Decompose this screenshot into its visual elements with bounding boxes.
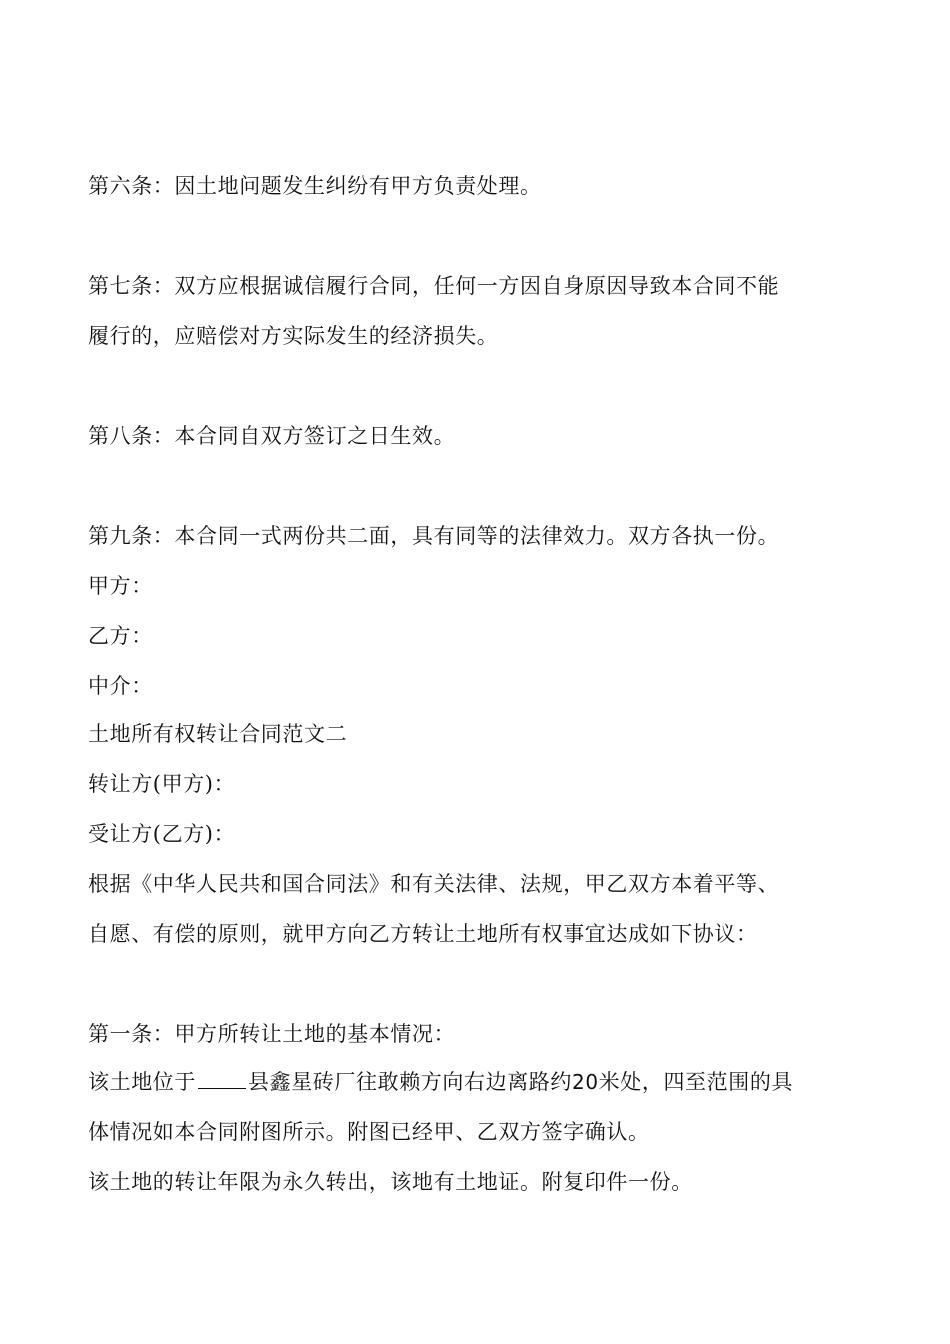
article-9: 第九条：本合同一式两份共二面，具有同等的法律效力。双方各执一份。: [88, 524, 780, 548]
preamble-line-2: 自愿、有偿的原则，就甲方向乙方转让土地所有权事宜达成如下协议：: [88, 922, 758, 946]
county-blank: [198, 1070, 246, 1089]
article-1-title: 第一条：甲方所转让土地的基本情况：: [88, 1022, 456, 1046]
term-line: 该土地的转让年限为永久转出，该地有土地证。附复印件一份。: [88, 1170, 693, 1194]
sample-2-title: 土地所有权转让合同范文二: [88, 722, 348, 746]
article-8: 第八条：本合同自双方签订之日生效。: [88, 424, 456, 448]
agent-label: 中介：: [88, 674, 153, 698]
article-7-line-2: 履行的，应赔偿对方实际发生的经济损失。: [88, 324, 499, 348]
location-distance: 20: [572, 1070, 599, 1094]
article-7-line-1: 第七条：双方应根据诚信履行合同，任何一方因自身原因导致本合同不能: [88, 274, 780, 298]
transferor-label: 转让方(甲方)：: [88, 772, 236, 796]
location-prefix: 该土地位于: [88, 1070, 196, 1094]
party-b-label: 乙方：: [88, 624, 153, 648]
party-a-label: 甲方：: [88, 574, 153, 598]
location-middle: 县鑫星砖厂往敢赖方向右边离路约: [248, 1070, 572, 1094]
location-line-2: 体情况如本合同附图所示。附图已经甲、乙双方签字确认。: [88, 1120, 650, 1144]
preamble-line-1: 根据《中华人民共和国合同法》和有关法律、法规，甲乙双方本着平等、: [88, 872, 780, 896]
location-suffix: 米处，四至范围的具: [598, 1070, 794, 1094]
transferee-label: 受让方(乙方)：: [88, 822, 236, 846]
article-6: 第六条：因土地问题发生纠纷有甲方负责处理。: [88, 174, 542, 198]
location-line-1: [88, 1068, 793, 1096]
